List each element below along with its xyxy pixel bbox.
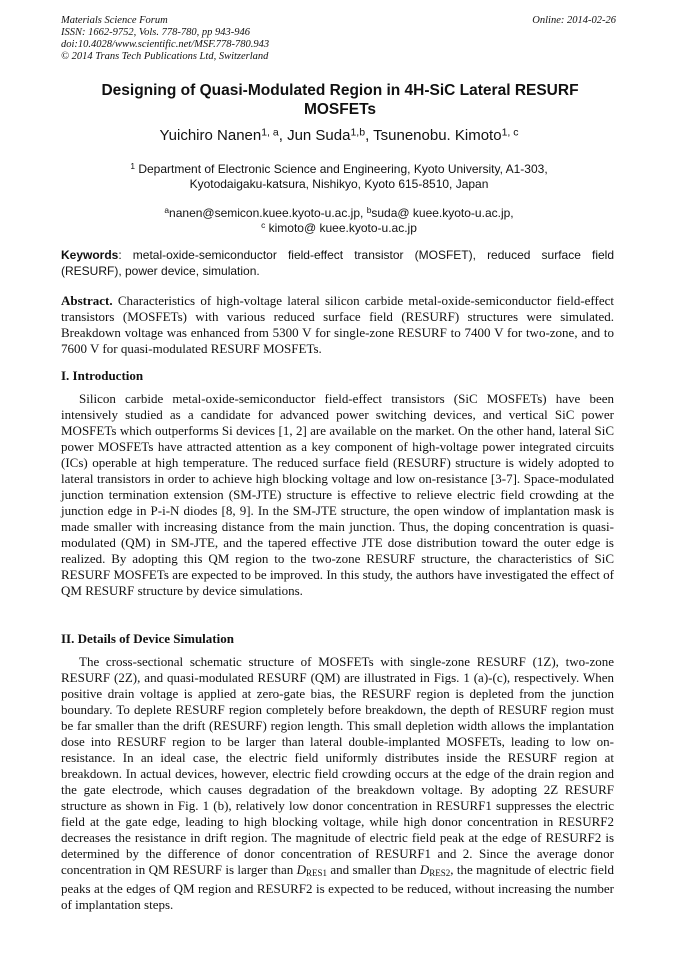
affiliation-line2: Kyotodaigaku-katsura, Nishikyo, Kyoto 615-8510, Japan bbox=[189, 177, 489, 191]
symbol-sub: RES2 bbox=[429, 868, 451, 878]
symbol-sub: RES1 bbox=[306, 868, 328, 878]
author-name: Tsunenobu. Kimoto bbox=[373, 127, 502, 144]
journal-header bbox=[61, 15, 616, 63]
section-heading-simulation: II. Details of Device Simulation bbox=[61, 631, 234, 646]
introduction-paragraph: Silicon carbide metal-oxide-semiconductor field-effect transistors (SiC MOSFETs) have been intensively studied as a candidate for advanced power switching devices, and vertical SiC power MOSFETs which outperforms Si devices [1, 2] are available on the market. On the other hand, lateral SiC power MOSFETs have attracted attention as a key component of high-voltage power integrated circuits (ICs) operable at high temperature. The reduced surface field (RESURF) structure is widely adopted to lateral transistors in order to achieve high blocking voltage and low on-resistance [3-7]. Space-modulated junction termination extension (SM-JTE) structure is effective to relieve electric field crowding at the junction edge in P-i-N diodes [8, 9]. In the SM-JTE structure, the open window of implantation mask is made smaller with increasing distance from the main junction. Thus, the doping concentration is quasi-modulated (QM) in SM-JTE, and the tapered effective JTE dose distribution toward the outer edge is realized. By adopting this QM region to the two-zone RESURF structure, the characteristics of SiC RESURF MOSFETs are expected to be improved. In this study, the authors have investigated the effect of QM RESURF structure by device simulations. bbox=[61, 391, 614, 598]
online-date: Online: 2014-02-26 bbox=[532, 15, 616, 26]
issn-line: ISSN: 1662-9752, Vols. 778-780, pp 943-946 bbox=[61, 27, 250, 38]
simulation-text-b: and smaller than bbox=[327, 862, 420, 877]
author-sep: , bbox=[278, 127, 288, 144]
author-sup: 1,b bbox=[350, 126, 366, 139]
paper-title: Designing of Quasi-Modulated Region in 4H-SiC Lateral RESURF MOSFETs bbox=[101, 82, 579, 118]
email-sup: c bbox=[261, 220, 266, 231]
simulation-text-a: The cross-sectional schematic structure of MOSFETs with single-zone RESURF (1Z), two-zone RESURF (2Z), and quasi-modulated RESURF (QM) are illustrated in Figs. 1 (a)-(c), respectively. When positive drain voltage is applied at zero-gate bias, the RESURF region is depleted from the junction boundary. To deplete RESURF region completely before breakdown, the depth of RESURF region must be far smaller than the drift (RESURF) region length. This small depletion width allows the implantation dose into RESURF region to be larger than lateral double-implanted MOSFETs, leading to low on-resistance. In an ideal case, the electric field uniformly distributes inside the RESURF region at breakdown. In actual devices, however, electric field crowding occurs at the edge of the drain region and the gate electrode, which causes degradation of the breakdown voltage. By adopting 2Z RESURF structure as shown in Fig. 1 (b), relatively low donor concentration in RESURF1 suppresses the electric field at the gate edge, leading to high blocking voltage, while high donor concentration in RESURF2 decreases the resistance in drift region. The magnitude of electric field peak at the edge of RESURF2 is determined by the difference of donor concentration of RESURF1 and 2. Since the average donor concentration in QM RESURF is larger than bbox=[61, 654, 614, 877]
keywords-label: Keywords bbox=[61, 248, 119, 262]
symbol-d: D bbox=[296, 862, 306, 877]
email-sup: a bbox=[164, 205, 170, 216]
simulation-text-c: , the magnitude of electric field peaks at the edges of QM region and RESURF2 is expected to be reduced, without increasing the number of implantation steps. bbox=[61, 862, 615, 912]
affiliation-line1: Department of Electronic Science and Engineering, Kyoto University, A1-303, bbox=[138, 162, 548, 176]
copyright-line: © 2014 Trans Tech Publications Ltd, Switzerland bbox=[61, 51, 269, 62]
author-list bbox=[60, 127, 618, 144]
email-b[interactable]: suda@ kuee.kyoto-u.ac.jp, bbox=[371, 206, 514, 220]
abstract-label: Abstract. bbox=[61, 293, 113, 308]
email-sup: b bbox=[366, 205, 372, 216]
keywords-block bbox=[61, 248, 614, 279]
simulation-paragraph bbox=[61, 654, 614, 913]
author-sup: 1, c bbox=[501, 126, 519, 139]
affiliation bbox=[60, 162, 618, 192]
email-a[interactable]: nanen@semicon.kuee.kyoto-u.ac.jp, bbox=[169, 206, 364, 220]
journal-name: Materials Science Forum bbox=[61, 15, 168, 26]
author-name: Yuichiro Nanen bbox=[159, 127, 262, 144]
section-heading-introduction: I. Introduction bbox=[61, 368, 144, 383]
email-block bbox=[60, 206, 618, 236]
author-sup: 1, a bbox=[261, 126, 279, 139]
abstract-block bbox=[61, 293, 614, 357]
abstract-text: Characteristics of high-voltage lateral silicon carbide metal-oxide-semiconductor field-effect transistors (MOSFETs) with various reduced surface field (RESURF) structures were simulated. Breakdown voltage was enhanced from 5300 V for single-zone RESURF to 7400 V for two-zone, and to 7600 V for quasi-modulated RESURF MOSFETs. bbox=[61, 293, 614, 356]
doi-line[interactable]: doi:10.4028/www.scientific.net/MSF.778-780.943 bbox=[61, 39, 270, 50]
email-c[interactable]: kimoto@ kuee.kyoto-u.ac.jp bbox=[268, 221, 417, 235]
symbol-d: D bbox=[419, 862, 430, 877]
affiliation-sup: 1 bbox=[130, 161, 135, 172]
author-sep: , bbox=[365, 127, 374, 144]
keywords-text: : metal-oxide-semiconductor field-effect transistor (MOSFET), reduced surface field (RESURF), power device, simulation. bbox=[61, 248, 614, 278]
author-name: Jun Suda bbox=[287, 127, 351, 144]
